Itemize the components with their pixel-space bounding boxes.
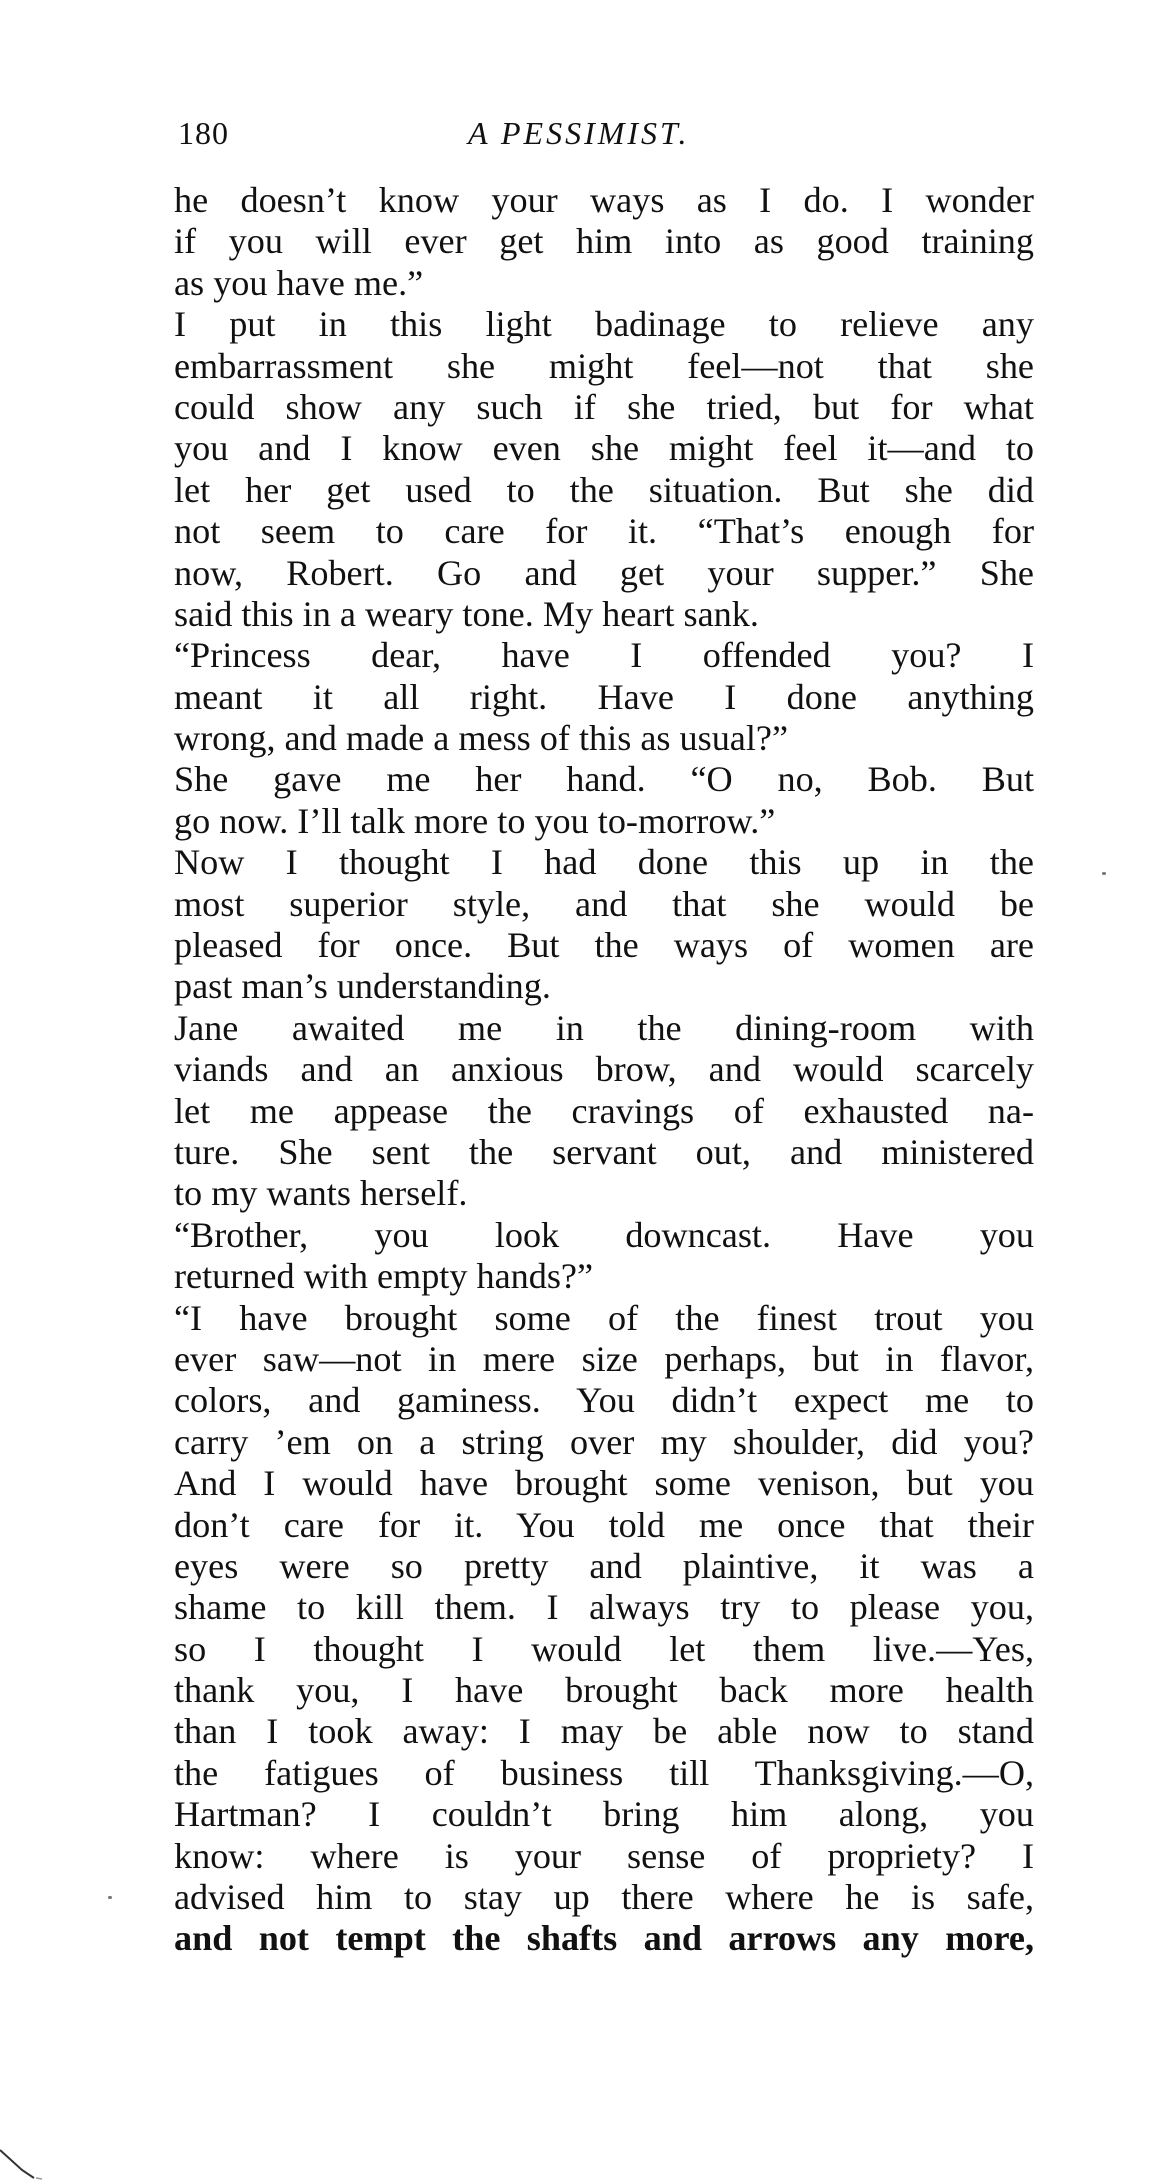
text-line: Now I thought I had done this up in the	[174, 842, 1034, 883]
text-line: ever saw—not in mere size perhaps, but in flavor,	[174, 1338, 1034, 1379]
body-text	[174, 180, 1034, 1960]
text-line: he doesn’t know your ways as I do. I wonder	[174, 180, 1034, 220]
text-line: so I thought I would let them live.—Yes,	[174, 1628, 1034, 1669]
text-line: don’t care for it. You told me once that their	[174, 1504, 1034, 1545]
text-line: could show any such if she tried, but for what	[174, 386, 1034, 427]
text-line: to my wants herself.	[174, 1173, 468, 1214]
margin-speck	[1102, 872, 1106, 875]
text-line: go now. I’ll talk more to you to-morrow.”	[174, 800, 776, 841]
text-line: carry ’em on a string over my shoulder, did you?	[174, 1421, 1034, 1462]
text-line: viands and an anxious brow, and would scarcely	[174, 1049, 1034, 1090]
text-line: past man’s understanding.	[174, 966, 551, 1007]
text-line: Jane awaited me in the dining-room with	[174, 1007, 1034, 1048]
text-line: as you have me.”	[174, 262, 424, 303]
text-line: said this in a weary tone. My heart sank.	[174, 593, 759, 634]
text-line: ture. She sent the servant out, and ministered	[174, 1131, 1034, 1172]
page-number: 180	[178, 115, 229, 151]
text-line: advised him to stay up there where he is safe,	[174, 1877, 1034, 1918]
running-title: A PESSIMIST.	[468, 115, 690, 151]
scan-corner-mark	[0, 2148, 60, 2184]
text-line: meant it all right. Have I done anything	[174, 676, 1034, 717]
text-line: now, Robert. Go and get your supper.” She	[174, 552, 1034, 593]
text-line: let her get used to the situation. But she did	[174, 469, 1034, 510]
text-line: eyes were so pretty and plaintive, it was a	[174, 1545, 1034, 1586]
text-line: “Brother, you look downcast. Have you	[174, 1214, 1034, 1255]
text-line: Hartman? I couldn’t bring him along, you	[174, 1794, 1034, 1835]
text-line: and not tempt the shafts and arrows any more,	[174, 1918, 1034, 1959]
text-line: let me appease the cravings of exhausted na-	[174, 1090, 1034, 1131]
text-line: thank you, I have brought back more health	[174, 1670, 1034, 1711]
margin-speck	[108, 1896, 112, 1899]
text-line: “I have brought some of the finest trout you	[174, 1297, 1034, 1338]
text-line: wrong, and made a mess of this as usual?”	[174, 718, 789, 759]
text-line: embarrassment she might feel—not that she	[174, 345, 1034, 386]
text-line: “Princess dear, have I offended you? I	[174, 635, 1034, 676]
text-line: She gave me her hand. “O no, Bob. But	[174, 759, 1034, 800]
text-line: pleased for once. But the ways of women are	[174, 925, 1034, 966]
text-line: not seem to care for it. “That’s enough for	[174, 511, 1034, 552]
text-line: know: where is your sense of propriety? I	[174, 1835, 1034, 1876]
text-line: I put in this light badinage to relieve any	[174, 304, 1034, 345]
running-head	[178, 110, 1034, 156]
text-line: than I took away: I may be able now to stand	[174, 1711, 1034, 1752]
text-line: returned with empty hands?”	[174, 1256, 594, 1297]
text-line: shame to kill them. I always try to please you,	[174, 1587, 1034, 1628]
text-line: And I would have brought some venison, but you	[174, 1463, 1034, 1504]
text-line: most superior style, and that she would be	[174, 883, 1034, 924]
text-line: you and I know even she might feel it—and to	[174, 428, 1034, 469]
text-line: colors, and gaminess. You didn’t expect me to	[174, 1380, 1034, 1421]
text-line: the fatigues of business till Thanksgiving.—O,	[174, 1752, 1034, 1793]
text-line: if you will ever get him into as good training	[174, 221, 1034, 262]
